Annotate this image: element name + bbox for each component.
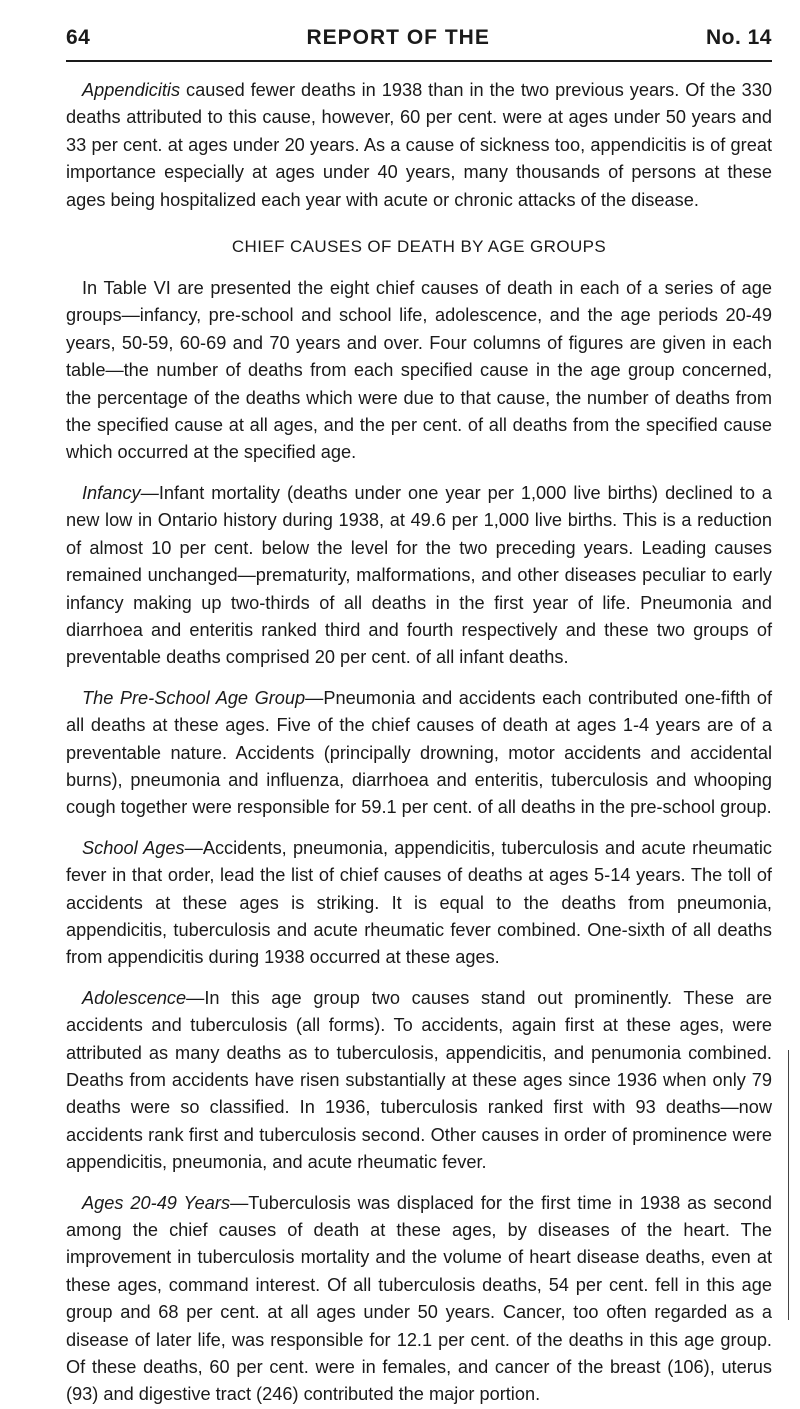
school-ages-text: —Accidents, pneumonia, appendicitis, tuberculosis and acute rheumatic fever in that order, lead the list of chief causes of deaths at ages 5-14 years. The toll of accidents at these ages is striking. It is equal to the deaths from pneumonia, appendicitis, tuberculosis and acute rheumatic fever combined. One-sixth of all deaths from appendicitis during 1938 occurred at these ages. <box>66 837 772 968</box>
school-ages-paragraph <box>66 835 772 972</box>
preschool-paragraph <box>66 685 772 822</box>
running-title: REPORT OF THE <box>306 26 490 49</box>
infancy-text: —Infant mortality (deaths under one year per 1,000 live births) declined to a new low in Ontario history during 1938, at 49.6 per 1,000 live births. This is a reduction of almost 10 per cent. below the level for the two preceding years. Leading causes remained unchanged—prematurity, malformations, and other diseases peculiar to early infancy making up two-thirds of all deaths in the first year of life. Pneumonia and diarrhoea and enteritis ranked third and fourth respectively and these two groups of preventable deaths comprised 20 per cent. of all infant deaths. <box>66 482 772 668</box>
page-number: 64 <box>66 26 91 49</box>
section-heading: CHIEF CAUSES OF DEATH BY AGE GROUPS <box>231 237 607 257</box>
school-ages-lead: School Ages <box>82 837 185 858</box>
page-header <box>66 26 772 62</box>
report-page <box>66 26 772 1409</box>
appendicitis-lead: Appendicitis <box>82 80 181 100</box>
ages-20-49-paragraph <box>66 1190 772 1409</box>
preschool-text: —Pneumonia and accidents each contributed one-fifth of all deaths at these ages. Five of the chief causes of death at ages 1-4 years are of a preventable nature. Accidents (principally drowning, motor accidents and accidental burns), pneumonia and influenza, diarrhoea and enteritis, tuberculosis and whooping cough together were responsible for 59.1 per cent. of all deaths in the pre-school group. <box>66 687 773 818</box>
infancy-paragraph <box>66 480 772 672</box>
adolescence-lead: Adolescence <box>82 987 187 1008</box>
appendicitis-text: caused fewer deaths in 1938 than in the two previous years. Of the 330 deaths attributed to this cause, however, 60 per cent. were at ages under 50 years and 33 per cent. at ages under 20 years. As a cause of sickness too, appendicitis is of great importance especially at ages under 40 years, many thousands of persons at these ages being hospitalized each year with acute or chronic attacks of the disease. <box>66 80 772 210</box>
preschool-lead: The Pre-School Age Group <box>82 687 306 708</box>
page-edge-line <box>788 1050 789 1320</box>
ages-20-49-lead: Ages 20-49 Years <box>82 1192 231 1213</box>
issue-number: No. 14 <box>705 26 772 49</box>
appendicitis-paragraph <box>66 77 772 214</box>
adolescence-text: —In this age group two causes stand out prominently. These are accidents and tuberculosis (all forms). To accidents, again first at these ages, were attributed as many deaths as to tuberculosis, appendicitis, and penumonia combined. Deaths from accidents have risen substantially at these ages since 1936 when only 79 deaths were so classified. In 1936, tuberculosis ranked first with 93 deaths—now accidents rank first and tuberculosis second. Other causes in order of prominence were appendicitis, pneumonia, and acute rheumatic fever. <box>66 987 772 1173</box>
ages-20-49-text: —Tuberculosis was displaced for the first time in 1938 as second among the chief causes of death at these ages, by diseases of the heart. The improvement in tuberculosis mortality and the volume of heart disease deaths, even at these ages, command interest. Of all tuberculosis deaths, 54 per cent. fell in this age group and 68 per cent. at all ages under 50 years. Cancer, too often regarded as a disease of later life, was responsible for 12.1 per cent. of the deaths in this age group. Of these deaths, 60 per cent. were in females, and cancer of the breast (106), uterus (93) and digestive tract (246) contributed the major portion. <box>66 1192 772 1405</box>
table-intro-paragraph: In Table VI are presented the eight chief causes of death in each of a series of age groups—infancy, pre-school and school life, adolescence, and the age periods 20-49 years, 50-59, 60-69 and 70 years and over. Four columns of figures are given in each table—the number of deaths from each specified cause in the age group concerned, the percentage of the deaths which were due to that cause, the number of deaths from the specified cause at all ages, and the per cent. of all deaths from the specified cause which occurred at the specified age. <box>66 278 772 463</box>
adolescence-paragraph <box>66 985 772 1177</box>
infancy-lead: Infancy <box>82 482 141 503</box>
